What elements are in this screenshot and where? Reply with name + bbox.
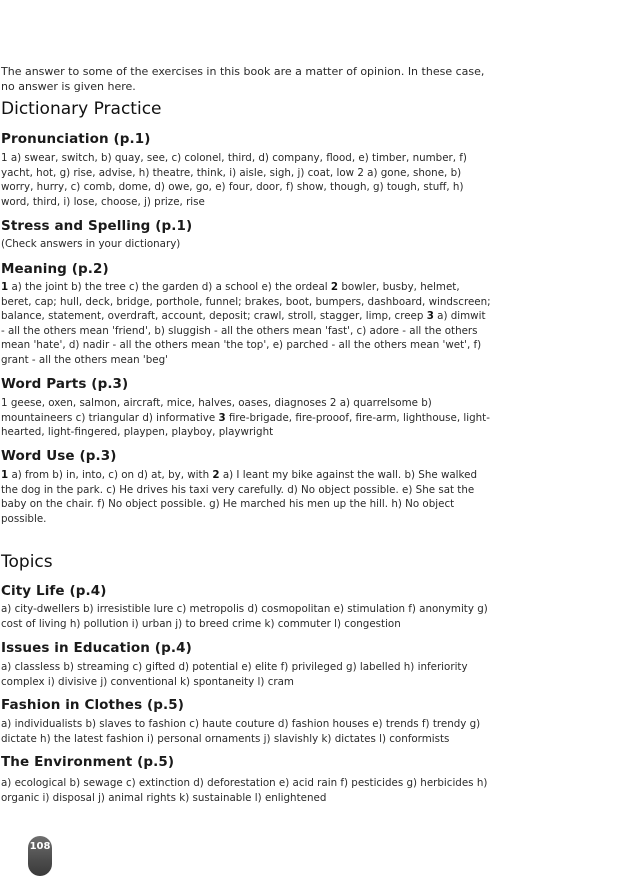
section-title-topics: Topics bbox=[1, 552, 53, 572]
heading-pronunciation: Pronunciation (p.1) bbox=[1, 131, 151, 147]
answers-meaning bbox=[1, 280, 491, 367]
heading-stress-spelling: Stress and Spelling (p.1) bbox=[1, 218, 193, 234]
answer-text: fire-brigade, fire-prooof, fire-arm, lighthouse, light-hearted, light-fingered, playpen, playboy, playwright bbox=[1, 411, 490, 438]
heading-word-use: Word Use (p.3) bbox=[1, 448, 117, 464]
exercise-number: 2 bbox=[330, 281, 339, 293]
answer-text: bowler, busby, helmet, beret, cap; hull, deck, bridge, porthole, funnel; brakes, boot, bumpers, dashboard, windscreen; balance, statement, overdraft, account, deposit; crawl, stroll, stagger, limp, creep bbox=[1, 281, 491, 322]
section-title-dictionary-practice: Dictionary Practice bbox=[1, 99, 162, 119]
exercise-number: 2 bbox=[212, 469, 220, 481]
heading-the-environment: The Environment (p.5) bbox=[1, 754, 175, 770]
answers-the-environment: a) ecological b) sewage c) extinction d) deforestation e) acid rain f) pesticides g) herbicides h) organic i) disposal j) animal rights k) sustainable l) enlightened bbox=[1, 777, 488, 804]
exercise-number: 3 bbox=[426, 310, 434, 322]
answer-text: a) the joint b) the tree c) the garden d) a school e) the ordeal bbox=[8, 281, 331, 293]
intro-note: The answer to some of the exercises in this book are a matter of opinion. In these case, no answer is given here. bbox=[1, 65, 485, 93]
exercise-number: 3 bbox=[218, 411, 226, 424]
page-number-badge bbox=[28, 836, 52, 876]
page-number: 108 bbox=[29, 841, 51, 852]
answer-text: a) I leant my bike against the wall. b) She walked the dog in the park. c) He drives his taxi very carefully. d) No object possible. e) She sat the baby on the chair. f) No object possible. g) He marched his men up the hill. h) No object possible. bbox=[1, 469, 478, 525]
answers-pronunciation: 1 a) swear, switch, b) quay, see, c) colonel, third, d) company, flood, e) timber, number, f) yacht, hot, g) rise, advise, h) theatre, think, i) aisle, sigh, j) coat, low 2 a) gone, shone, b) worry, hurry, c) comb, dome, d) owe, go, e) four, door, f) show, though, g) tough, stuff, h) word, third, i) lose, choose, j) prize, rise bbox=[1, 152, 467, 208]
answers-issues-in-education: a) classless b) streaming c) gifted d) potential e) elite f) privileged g) labelled h) inferiority complex i) divisive j) conventional k) spontaneity l) cram bbox=[1, 661, 468, 688]
answers-stress-spelling: (Check answers in your dictionary) bbox=[1, 238, 181, 250]
answers-fashion-in-clothes: a) individualists b) slaves to fashion c) haute couture d) fashion houses e) trends f) trendy g) dictate h) the latest fashion i) personal ornaments j) slavishly k) dictates l) conformists bbox=[1, 718, 481, 745]
heading-city-life: City Life (p.4) bbox=[1, 583, 107, 599]
exercise-number: 1 bbox=[1, 469, 9, 481]
answer-text: 1 geese, oxen, salmon, aircraft, mice, halves, oases, diagnoses 2 a) quarrelsome b) mountaineers c) triangular d) informative bbox=[1, 397, 432, 424]
answers-city-life: a) city-dwellers b) irresistible lure c) metropolis d) cosmopolitan e) stimulation f) anonymity g) cost of living h) pollution i) urban j) to breed crime k) commuter l) congestion bbox=[1, 603, 488, 630]
answers-word-parts bbox=[1, 396, 491, 440]
answers-word-use bbox=[1, 468, 491, 526]
heading-issues-in-education: Issues in Education (p.4) bbox=[1, 640, 192, 656]
heading-word-parts: Word Parts (p.3) bbox=[1, 376, 129, 392]
heading-meaning: Meaning (p.2) bbox=[1, 261, 109, 277]
exercise-number: 1 bbox=[1, 281, 9, 293]
answer-text: a) from b) in, into, c) on d) at, by, with bbox=[8, 469, 213, 481]
heading-fashion-in-clothes: Fashion in Clothes (p.5) bbox=[1, 697, 185, 713]
answer-text: a) dimwit - all the others mean 'friend', b) sluggish - all the others mean 'fast', c) adore - all the others mean 'hate', d) nadir - all the others mean 'the top', e) parched - all the others mean 'wet', f) grant - all the others mean 'beg' bbox=[1, 310, 486, 366]
